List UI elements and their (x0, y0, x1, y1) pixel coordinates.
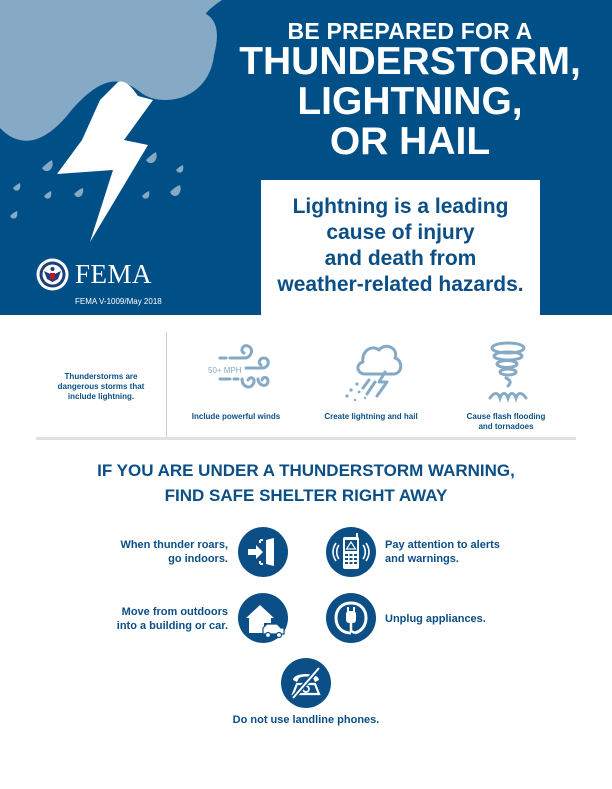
tip-unplug-text (385, 612, 555, 626)
intro-line: Thunderstorms are (64, 372, 138, 381)
tip-shelter-text (60, 605, 228, 633)
tip-line: Move from outdoors (121, 606, 228, 618)
fact-label (306, 412, 436, 422)
tip-line: When thunder roars, (120, 539, 228, 551)
tip-line: Pay attention to alerts (385, 539, 500, 551)
fact-label-line: Create lightning and hail (324, 412, 418, 421)
intro-line: dangerous storms that (57, 382, 145, 391)
fact-label-line: Cause flash flooding (466, 412, 546, 421)
fact-label (171, 412, 301, 422)
title-line: OR HAIL (329, 120, 491, 163)
fact-label (441, 412, 571, 432)
fact-label-line: and tornadoes (478, 422, 534, 431)
warning-line: IF YOU ARE UNDER A THUNDERSTORM WARNING, (97, 461, 515, 480)
fema-wordmark: FEMA (75, 259, 153, 289)
storm-cloud-icon (341, 336, 406, 406)
intro-line: include lightning. (67, 392, 135, 401)
tip-line: go indoors. (168, 553, 228, 565)
phone-alert-icon (326, 527, 376, 577)
title-line: LIGHTNING, (297, 80, 523, 123)
warning-heading (0, 458, 612, 508)
dhs-seal-icon (36, 258, 69, 291)
tip-line: into a building or car. (116, 620, 228, 632)
lightning-fact-box (261, 180, 540, 315)
storm-facts-row (36, 332, 576, 440)
unplug-icon (326, 593, 376, 643)
tip-line: and warnings. (385, 553, 459, 565)
tip-line: Do not use landline phones. (232, 714, 380, 726)
tornado-icon (476, 336, 541, 406)
main-title (215, 42, 605, 162)
title-line: THUNDERSTORM, (239, 40, 581, 83)
tip-go-indoors-text (60, 538, 228, 566)
door-enter-icon (238, 527, 288, 577)
fact-line: Lightning is a leading (292, 195, 509, 218)
fact-line: weather-related hazards. (277, 273, 524, 296)
fact-line: cause of injury (326, 221, 475, 244)
publication-code: FEMA V-1009/May 2018 (75, 297, 162, 306)
fact-label-line: Include powerful winds (191, 412, 281, 421)
facts-intro (36, 372, 166, 402)
wind-icon (206, 336, 271, 406)
no-landline-phone-icon (281, 658, 331, 708)
svg-text:50+ MPH: 50+ MPH (208, 366, 242, 375)
house-car-icon (238, 593, 288, 643)
tip-line: Unplug appliances. (385, 613, 486, 625)
warning-line: FIND SAFE SHELTER RIGHT AWAY (164, 486, 448, 505)
tip-alerts-text (385, 538, 555, 566)
vertical-divider (166, 332, 167, 437)
fema-logo (36, 258, 152, 291)
tip-landline-text (0, 713, 612, 727)
fact-line: and death from (324, 247, 477, 270)
kicker-heading: BE PREPARED FOR A (287, 18, 533, 44)
